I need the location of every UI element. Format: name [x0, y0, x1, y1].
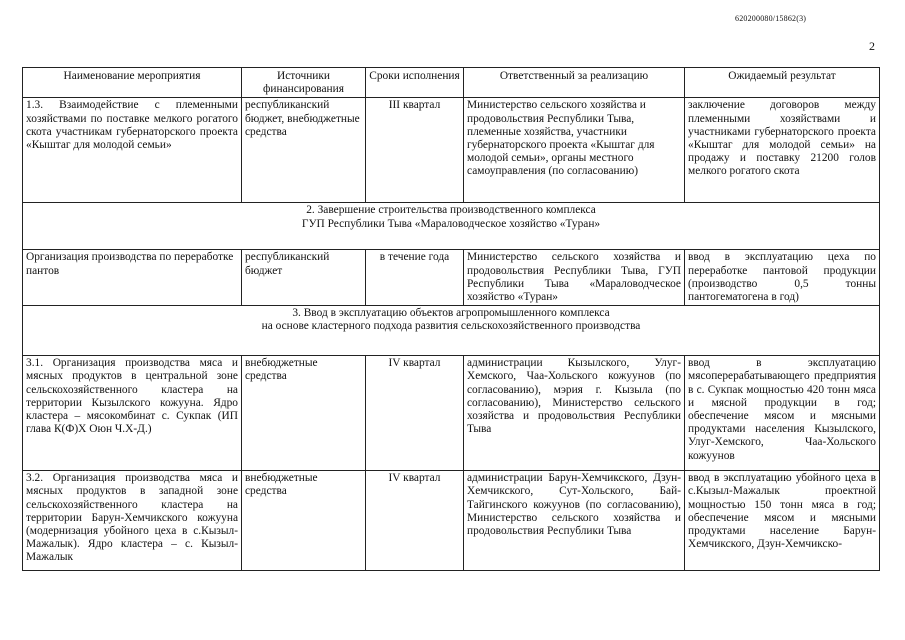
row-name-cell: 3.1. Организация производства мяса и мясных продуктов в центральной зоне сельскохозяйственного кластера на территории Кызылского кожууна. Ядро кластера – мясокомбинат с. Сукпак (ИП глава К(Ф)Х Оюн Ч.Х-Д.) — [23, 356, 242, 471]
row-term-cell: III квартал — [366, 98, 464, 203]
section-heading-line-2: ГУП Республики Тыва «Мараловодческое хозяйство «Туран» — [301, 217, 601, 230]
document-number: 620200080/15862(3) — [735, 14, 807, 23]
section-heading — [23, 306, 880, 356]
row-funding-cell: внебюджетные средства — [242, 356, 366, 471]
section-heading-line-2: на основе кластерного подхода развития сельскохозяйственного производства — [261, 320, 641, 333]
header-result: Ожидаемый результат — [685, 68, 880, 98]
table-row — [23, 471, 880, 571]
section-heading-line-1: 2. Завершение строительства производственного комплекса — [306, 204, 596, 217]
header-name: Наименование мероприятия — [23, 68, 242, 98]
row-name-cell: 3.2. Организация производства мяса и мясных продуктов в западной зоне сельскохозяйственного кластера на территории Барун-Хемчикского кожууна (модернизация убойного цеха в с.Кызыл-Мажалык). Ядро кластера – с. Кызыл-Мажалык — [23, 471, 242, 571]
section-heading-row — [23, 306, 880, 356]
row-responsible-cell: администрации Барун-Хемчикского, Дзун-Хемчикского, Сут-Хольского, Бай-Тайгинского кожуунов (по согласованию), Министерство сельского хозяйства и продовольствия Республики Тыва — [464, 471, 685, 571]
row-funding-cell: внебюджетные средства — [242, 471, 366, 571]
header-funding: Источники финансирования — [242, 68, 366, 98]
table-row — [23, 356, 880, 471]
table-header-row — [23, 68, 880, 98]
page-number: 2 — [869, 39, 875, 53]
section-heading-row — [23, 203, 880, 250]
row-term-cell: IV квартал — [366, 356, 464, 471]
row-name-cell: Организация производства по переработке пантов — [23, 250, 242, 306]
table-row — [23, 250, 880, 306]
row-term-cell: IV квартал — [366, 471, 464, 571]
header-term: Сроки исполнения — [366, 68, 464, 98]
row-funding-cell: республиканский бюджет — [242, 250, 366, 306]
row-name-cell: 1.3. Взаимодействие с племенными хозяйствами по поставке мелкого рогатого скота участникам губернаторского проекта «Кыштаг для молодой семьи» — [23, 98, 242, 203]
row-result-cell: ввод в эксплуатацию цеха по переработке пантовой продукции (производство 0,5 тонны пантогематогена в год) — [685, 250, 880, 306]
table-row — [23, 98, 880, 203]
header-responsible: Ответственный за реализацию — [464, 68, 685, 98]
row-term-cell: в течение года — [366, 250, 464, 306]
row-result-cell: ввод в эксплуатацию мясоперерабатывающего предприятия в с. Сукпак мощностью 420 тонн мяса и мясной продукции в год; обеспечение мясом и мясными продуктами населения Кызылского, Улуг-Хемского, Чаа-Хольского кожуунов — [685, 356, 880, 471]
row-funding-cell: республиканский бюджет, внебюджетные средства — [242, 98, 366, 203]
row-responsible-cell: Министерство сельского хозяйства и продовольствия Республики Тыва, ГУП Республики Тыва «Мараловодческое хозяйство «Туран» — [464, 250, 685, 306]
row-responsible-cell: администрации Кызылского, Улуг-Хемского, Чаа-Хольского кожуунов (по согласованию), мэрия г. Кызыла (по согласованию), Министерство сельского хозяйства и продовольствия Республики Тыва — [464, 356, 685, 471]
section-heading-line-1: 3. Ввод в эксплуатацию объектов агропромышленного комплекса — [292, 307, 610, 320]
measures-table — [22, 67, 880, 571]
section-heading — [23, 203, 880, 250]
row-result-cell: ввод в эксплуатацию убойного цеха в с.Кызыл-Мажалык проектной мощностью 150 тонн мяса в год; обеспечение мясом и мясными продуктами население Барун-Хемчикского, Дзун-Хемчикско- — [685, 471, 880, 571]
row-responsible-cell: Министерство сельского хозяйства и продовольствия Республики Тыва, племенные хозяйства, участники губернаторского проекта «Кыштаг для молодой семьи», органы местного самоуправления (по согласованию) — [464, 98, 685, 203]
row-result-cell: заключение договоров между племенными хозяйствами и участниками губернаторского проекта «Кыштаг для молодой семьи» на продажу и поставку 21200 голов мелкого рогатого скота — [685, 98, 880, 203]
